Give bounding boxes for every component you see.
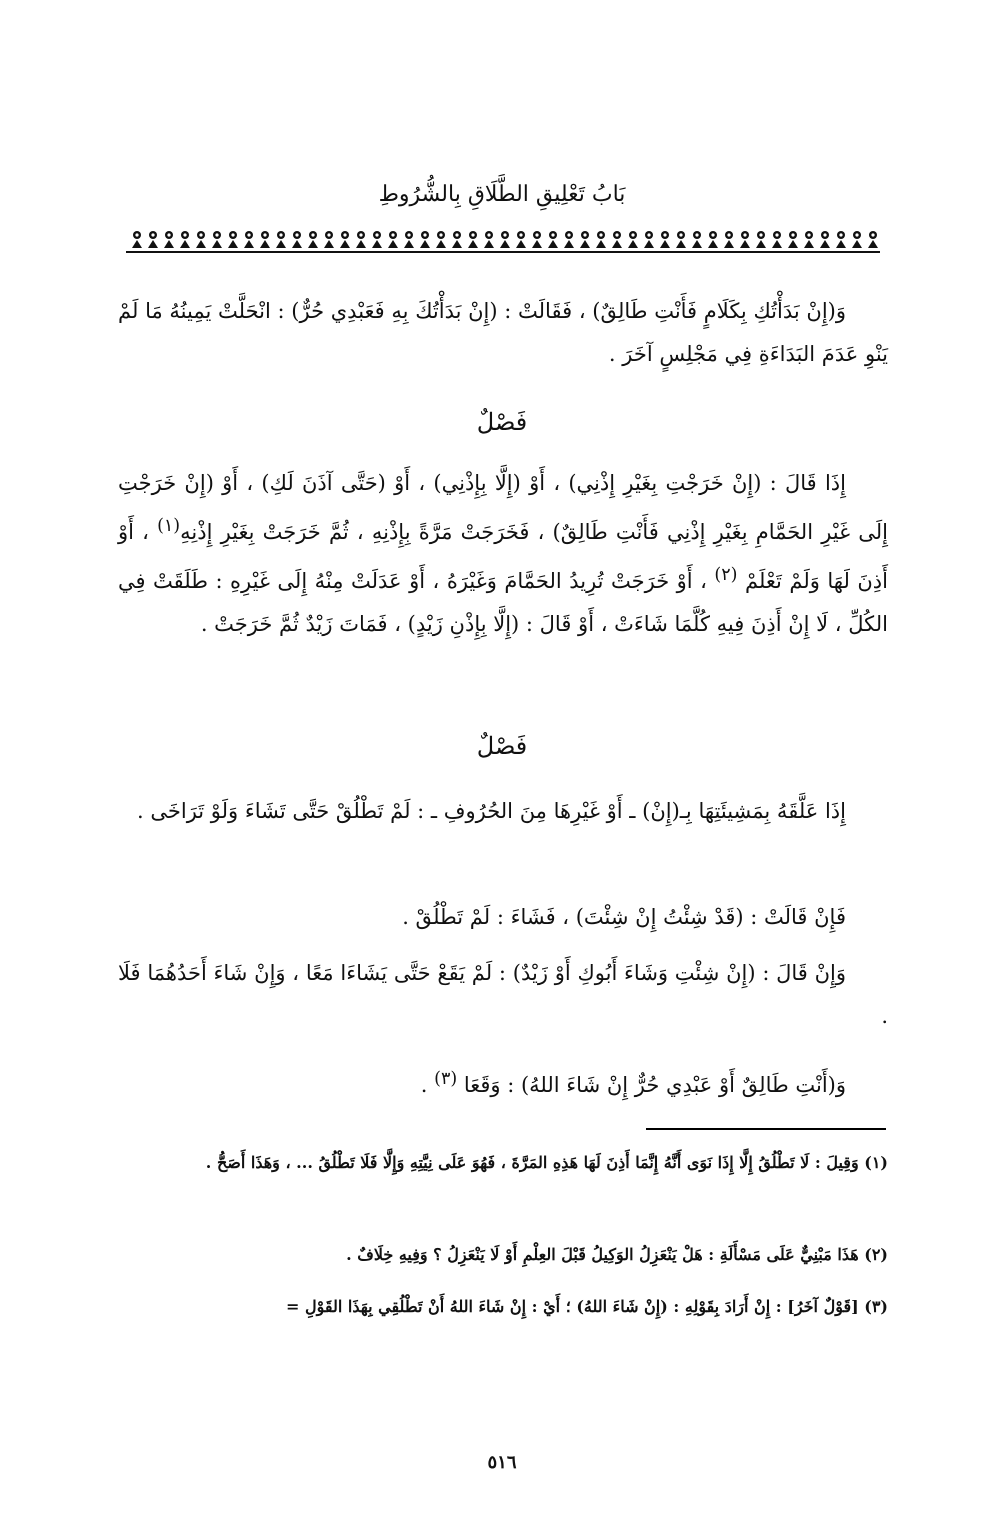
ornament-motif (388, 231, 398, 248)
ornament-motif (772, 231, 782, 248)
ornament-motif (516, 231, 526, 248)
footnote-ref-1: (١) (157, 516, 181, 536)
footnote-2 (118, 1238, 888, 1272)
ornament-motif (372, 231, 382, 248)
ornament-motif (836, 231, 846, 248)
ornament-motif (724, 231, 734, 248)
ornament-motif (740, 231, 750, 248)
paragraph-1: وَ(إِنْ بَدَأْتُكِ بِكَلَامٍ فَأَنْتِ طَالِقٌ) ، فَقَالَتْ : (إِنْ بَدَأْتُكَ بِهِ فَعَبْدِي حُرٌّ) : انْحَلَّتْ يَمِينُهُ مَا لَمْ يَنْوِ عَدَمَ البَدَاءَةِ فِي مَجْلِسٍ آخَرَ . (118, 299, 888, 366)
ornamental-border (126, 226, 880, 254)
footnote-1-text: وَقِيلَ : لَا تَطْلُقُ إِلَّا إِذَا نَوَى أَنَّهُ إِنَّمَا أَذِنَ لَهَا هَذِهِ المَرَّةَ ، فَهُوَ عَلَى نِيَّتِهِ وَإِلَّا فَلَا تَطْلُقُ ... ، وَهَذَا أَصَحُّ . (205, 1153, 865, 1172)
paragraph-6-text: وَ(أَنْتِ طَالِقٌ أَوْ عَبْدِي حُرٌّ إِنْ شَاءَ اللهُ) : وَقَعَا (457, 1073, 846, 1097)
paragraph-6 (118, 1058, 888, 1107)
paragraph-2-end: ، أَوْ خَرَجَتْ تُرِيدُ الحَمَّامَ وَغَيْرَهُ ، أَوْ عَدَلَتْ مِنْهُ إِلَى غَيْرِهِ : طَلَقَتْ فِي الكُلِّ ، لَا إِنْ أَذِنَ فِيهِ كُلَّمَا شَاءَتْ ، أَوْ قَالَ : (إِلَّا بِإِذْنِ زَيْدٍ) ، فَمَاتَ زَيْدٌ ثُمَّ خَرَجَتْ . (118, 569, 888, 636)
ornament-motif (612, 231, 622, 248)
ornament-motif (436, 231, 446, 248)
ornament-motif (788, 231, 798, 248)
ornament-motif (820, 231, 830, 248)
footnote-1 (118, 1146, 888, 1180)
ornament-baseline (126, 251, 880, 253)
ornament-motif (132, 231, 142, 248)
paragraph-4: فَإِنْ قَالَتْ : (قَدْ شِئْتُ إِنْ شِئْتَ) ، فَشَاءَ : لَمْ تَطْلُقْ . (402, 905, 846, 929)
ornament-motif (708, 231, 718, 248)
ornament-motif (292, 231, 302, 248)
ornament-motif (756, 231, 766, 248)
ornament-motif (564, 231, 574, 248)
section-title-1: فَصْلٌ (476, 408, 528, 436)
ornament-motif (660, 231, 670, 248)
footnote-3-text: [قَوْلٌ آخَرُ] : إِنْ أَرَادَ بِقَوْلِهِ : (إِنْ شَاءَ اللهُ) ؛ أَيْ : إِنْ شَاءَ اللهُ أَنْ تَطْلُقِي بِهَذَا القَوْلِ = (286, 1297, 865, 1316)
page-number: ٥١٦ (487, 1452, 517, 1473)
ornament-motif (228, 231, 238, 248)
ornament-motif (468, 231, 478, 248)
footnote-separator (646, 1128, 886, 1130)
paragraph-3: إِذَا عَلَّقَهُ بِمَشِيئَتِهَا بِـ(إِنْ) ـ أَوْ غَيْرِهَا مِنَ الحُرُوفِ ـ : لَمْ تَطْلُقْ حَتَّى تَشَاءَ وَلَوْ تَرَاخَى . (137, 799, 846, 823)
paragraph-2-text: إِذَا قَالَ : (إِنْ خَرَجْتِ بِغَيْرِ إِذْنِي) ، أَوْ (إِلَّا بِإِذْنِي) ، أَوْ (حَتَّى آذَنَ لَكِ) ، أَوْ (إِنْ خَرَجْتِ إِلَى غَيْرِ الحَمَّامِ بِغَيْرِ إِذْنِي فَأَنْتِ طَالِقٌ) ، فَخَرَجَتْ مَرَّةً بِإِذْنِهِ ، ثُمَّ خَرَجَتْ بِغَيْرِ إِذْنِهِ (118, 471, 888, 544)
footnote-ref-3: (٣) (434, 1069, 458, 1089)
ornament-motif (324, 231, 334, 248)
ornament-motif (452, 231, 462, 248)
chapter-title: بَابُ تَعْلِيقِ الطَّلَاقِ بِالشُّرُوطِ (378, 182, 626, 207)
paragraph-6-end: . (420, 1073, 435, 1097)
section-title-2: فَصْلٌ (476, 732, 528, 760)
ornament-pattern (126, 226, 880, 254)
ornament-motif (532, 231, 542, 248)
ornament-motif (244, 231, 254, 248)
ornament-motif (628, 231, 638, 248)
ornament-motif (212, 231, 222, 248)
ornament-motif (596, 231, 606, 248)
ornament-motif (148, 231, 158, 248)
paragraph-2-mid: ، أَوْ أَذِنَ لَهَا وَلَمْ تَعْلَمْ (118, 520, 888, 593)
ornament-motif (804, 231, 814, 248)
footnote-ref-2: (٢) (714, 565, 738, 585)
ornament-motif (420, 231, 430, 248)
ornament-motif (196, 231, 206, 248)
ornament-motif (404, 231, 414, 248)
footnote-3 (118, 1290, 888, 1324)
ornament-motif (260, 231, 270, 248)
paragraph-2 (118, 462, 888, 646)
ornament-motif (276, 231, 286, 248)
ornament-motif (692, 231, 702, 248)
ornament-motif (500, 231, 510, 248)
paragraph-5: وَإِنْ قَالَ : (إِنْ شِئْتِ وَشَاءَ أَبُوكِ أَوْ زَيْدٌ) : لَمْ يَقَعْ حَتَّى يَشَاءَا مَعًا ، وَإِنْ شَاءَ أَحَدُهُمَا فَلَا . (118, 961, 888, 1028)
ornament-motif (644, 231, 654, 248)
ornament-motif (580, 231, 590, 248)
footnote-3-number: (٣) (864, 1297, 888, 1316)
ornament-motif (676, 231, 686, 248)
ornament-motif (484, 231, 494, 248)
ornament-motif (868, 231, 878, 248)
ornament-motif (340, 231, 350, 248)
footnote-2-number: (٢) (864, 1245, 888, 1264)
ornament-motif (164, 231, 174, 248)
ornament-motif (852, 231, 862, 248)
footnote-1-number: (١) (864, 1153, 888, 1172)
footnote-2-text: هَذَا مَبْنِيٌّ عَلَى مَسْأَلَةِ : هَلْ يَنْعَزِلُ الوَكِيلُ قَبْلَ العِلْمِ أَوْ لَا يَنْعَزِلُ ؟ وَفِيهِ خِلَافٌ . (346, 1245, 865, 1264)
ornament-motif (308, 231, 318, 248)
ornament-motif (180, 231, 190, 248)
ornament-motif (356, 231, 366, 248)
ornament-motif (548, 231, 558, 248)
